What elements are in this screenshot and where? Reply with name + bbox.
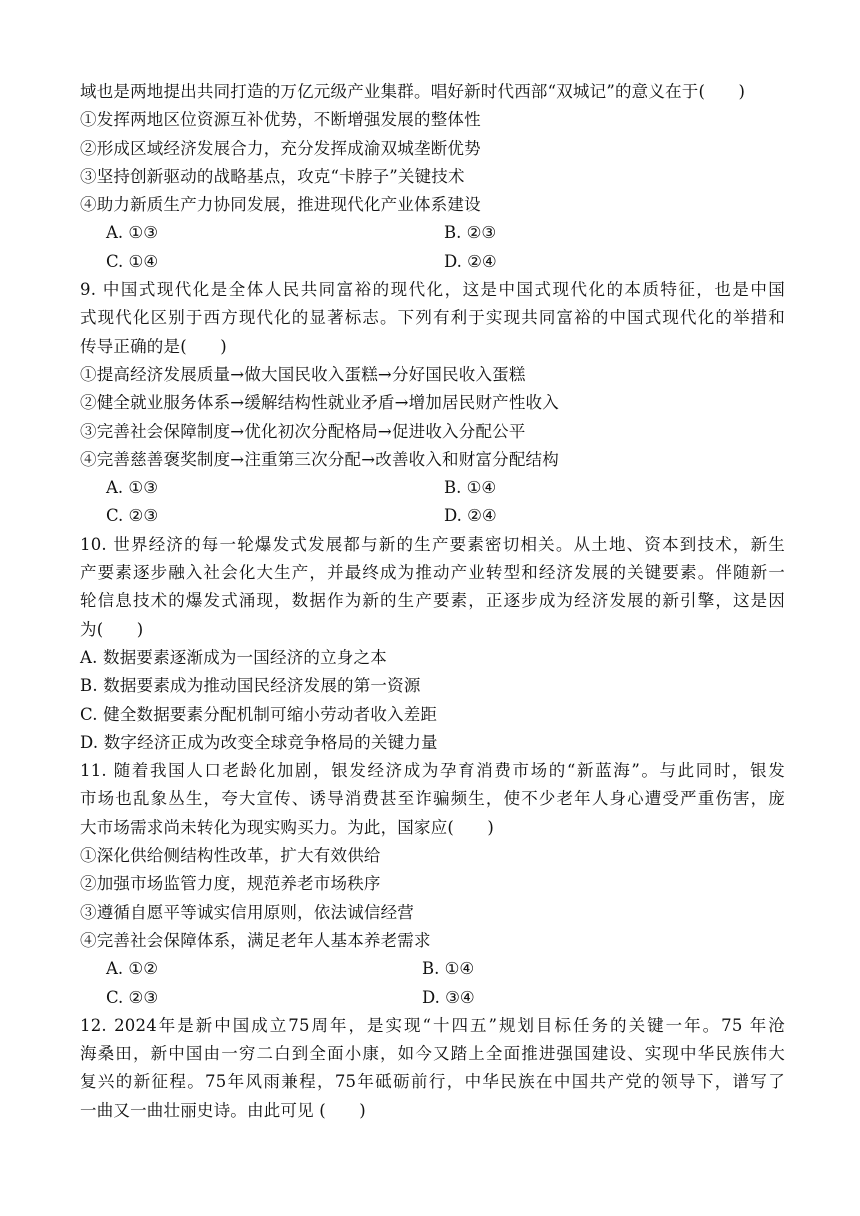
- statement-item: ④完善社会保障体系，满足老年人基本养老需求: [80, 930, 431, 950]
- statement-item: ②健全就业服务体系→缓解结构性就业矛盾→增加居民财产性收入: [80, 393, 559, 413]
- answer-options-row: [80, 474, 785, 502]
- answer-option-c[interactable]: C. ②③: [106, 987, 159, 1007]
- question-8: [80, 78, 785, 276]
- answer-option-c[interactable]: C. ①④: [106, 251, 159, 271]
- statement-item: ①提高经济发展质量→做大国民收入蛋糕→分好国民收入蛋糕: [80, 364, 526, 384]
- question-stem-line: 9. 中国式现代化是全体人民共同富裕的现代化，这是中国式现代化的本质特征，也是中国: [80, 280, 785, 300]
- answer-option-a[interactable]: A. ①③: [106, 223, 158, 243]
- answer-options-row: [80, 502, 785, 530]
- answer-option-b[interactable]: B. ②③: [444, 223, 497, 243]
- question-10: [80, 531, 785, 757]
- answer-options-row: [80, 955, 785, 983]
- answer-option-c[interactable]: C. ②③: [106, 506, 159, 526]
- question-9: [80, 276, 785, 531]
- statement-item: ③坚持创新驱动的战略基点，攻克“卡脖子”关键技术: [80, 166, 465, 186]
- answer-option-a[interactable]: A. ①②: [106, 959, 158, 979]
- statement-item: ③完善社会保障制度→优化初次分配格局→促进收入分配公平: [80, 421, 526, 441]
- answer-option-d[interactable]: D. ②④: [444, 506, 497, 526]
- question-stem-line: 12. 2024年是新中国成立75周年，是实现“十四五”规划目标任务的关键一年。75 年沧: [80, 1015, 785, 1035]
- statement-item: ①深化供给侧结构性改革，扩大有效供给: [80, 846, 381, 866]
- answer-option-b[interactable]: B. ①④: [444, 478, 497, 498]
- question-stem-line: 为( ): [80, 619, 144, 639]
- question-11: [80, 757, 785, 1012]
- answer-option-a[interactable]: A. ①③: [106, 478, 158, 498]
- question-stem-line: 产要素逐步融入社会化大生产，并最终成为推动产业转型和经济发展的关键要素。伴随新一: [80, 563, 785, 583]
- question-stem-line: 海桑田，新中国由一穷二白到全面小康，如今又踏上全面推进强国建设、实现中华民族伟大: [80, 1044, 785, 1064]
- question-stem-line: 11. 随着我国人口老龄化加剧，银发经济成为孕育消费市场的“新蓝海”。与此同时，银发: [80, 761, 785, 781]
- answer-option-b[interactable]: B. ①④: [422, 959, 475, 979]
- statement-item: ②形成区域经济发展合力，充分发挥成渝双城垄断优势: [80, 138, 481, 158]
- statement-item: ②加强市场监管力度，规范养老市场秩序: [80, 874, 381, 894]
- question-stem-line: 10. 世界经济的每一轮爆发式发展都与新的生产要素密切相关。从土地、资本到技术，新生: [80, 534, 785, 554]
- statement-item: ①发挥两地区位资源互补优势，不断增强发展的整体性: [80, 110, 481, 130]
- statement-item: ④助力新质生产力协同发展，推进现代化产业体系建设: [80, 195, 481, 215]
- answer-option-d[interactable]: D. 数字经济正成为改变全球竞争格局的关键力量: [80, 732, 438, 752]
- statement-item: ③遵循自愿平等诚实信用原则，依法诚信经营: [80, 902, 414, 922]
- statement-item: ④完善慈善褒奖制度→注重第三次分配→改善收入和财富分配结构: [80, 449, 559, 469]
- answer-options-row: [80, 219, 785, 247]
- answer-options-row: [80, 248, 785, 276]
- question-stem-line: 大市场需求尚未转化为现实购买力。为此，国家应( ): [80, 817, 495, 837]
- question-stem-line: 复兴的新征程。75年风雨兼程，75年砥砺前行，中华民族在中国共产党的领导下，谱写了: [80, 1072, 785, 1092]
- question-stem-line: 市场也乱象丛生，夸大宣传、诱导消费甚至诈骗频生，使不少老年人身心遭受严重伤害，庞: [80, 789, 785, 809]
- question-stem-line: 域也是两地提出共同打造的万亿元级产业集群。唱好新时代西部“双城记”的意义在于( ): [80, 82, 746, 101]
- question-stem-line: 传导正确的是( ): [80, 336, 227, 356]
- question-stem-line: 一曲又一曲壮丽史诗。由此可见 ( ): [80, 1100, 366, 1120]
- answer-option-d[interactable]: D. ③④: [422, 987, 475, 1007]
- answer-option-d[interactable]: D. ②④: [444, 251, 497, 271]
- answer-option-c[interactable]: C. 健全数据要素分配机制可缩小劳动者收入差距: [80, 704, 438, 724]
- question-12: [80, 1012, 785, 1125]
- answer-option-a[interactable]: A. 数据要素逐渐成为一国经济的立身之本: [80, 647, 387, 667]
- question-stem-line: 式现代化区别于西方现代化的显著标志。下列有利于实现共同富裕的中国式现代化的举措和: [80, 308, 785, 328]
- answer-option-b[interactable]: B. 数据要素成为推动国民经济发展的第一资源: [80, 676, 421, 696]
- question-stem-line: 轮信息技术的爆发式涌现，数据作为新的生产要素，正逐步成为经济发展的新引擎，这是因: [80, 591, 785, 611]
- answer-options-row: [80, 984, 785, 1012]
- exam-page: [80, 78, 785, 1125]
